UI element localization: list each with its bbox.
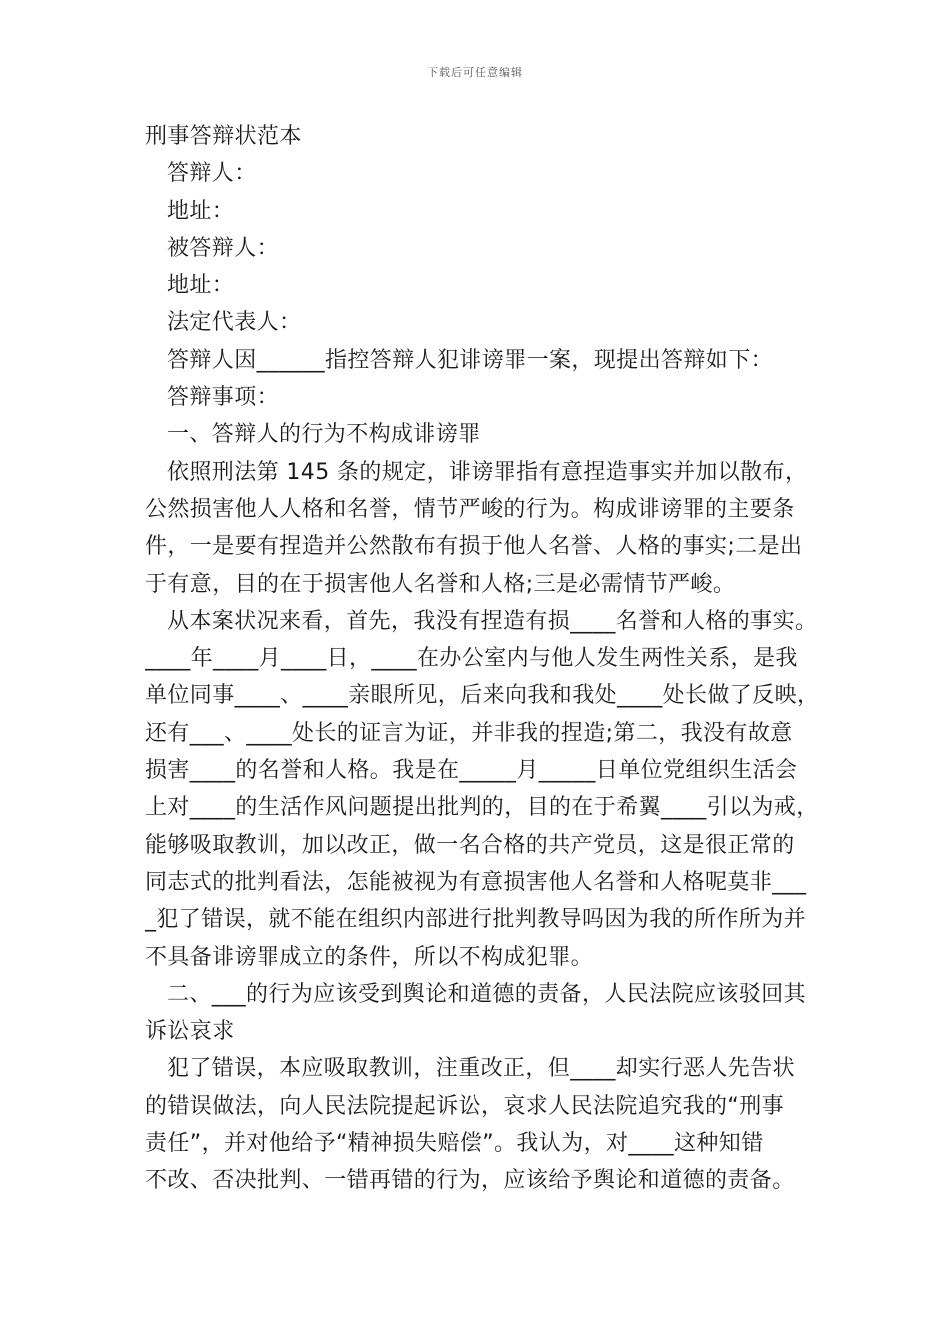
paragraph-line: ____年____月____日，____在办公室内与他人发生两性关系，是我: [145, 646, 798, 672]
section-two-heading: 二、___的行为应该受到舆论和道德的责备，人民法院应该驳回其: [167, 981, 807, 1007]
defense-items-heading: 答辩事项：: [167, 385, 280, 411]
paragraph-line: 损害____的名誉和人格。我是在_____月_____日单位党组织生活会: [145, 758, 798, 784]
paragraph-line: 同志式的批判看法，怎能被视为有意损害他人名誉和人格呢莫非___: [145, 869, 807, 895]
document-body: [145, 118, 827, 1200]
paragraph-line: 依照刑法第 145 条的规定，诽谤罪指有意捏造事实并加以散布，: [167, 459, 808, 485]
paragraph-line: 公然损害他人人格和名誉，情节严峻的行为。构成诽谤罪的主要条: [145, 496, 795, 522]
document-title: 刑事答辩状范本: [145, 124, 302, 149]
respondent-label: 答辩人：: [167, 161, 257, 187]
paragraph-line: _犯了错误，就不能在组织内部进行批判教导吗因为我的所作所为并: [145, 907, 807, 933]
paragraph-line: 还有___、____处长的证言为证，并非我的捏造;第二，我没有故意: [145, 720, 793, 746]
paragraph-line: 的错误做法，向人民法院提起诉讼，哀求人民法院追究我的“刑事: [145, 1093, 784, 1119]
paragraph-line: 上对____的生活作风问题提出批判的，目的在于希翼____引以为戒，: [145, 795, 819, 821]
paragraph-line: 于有意，目的在于损害他人名誉和人格;三是必需情节严峻。: [145, 571, 736, 597]
paragraph-line: 件，一是要有捏造并公然散布有损于他人名誉、人格的事实;二是出: [145, 534, 803, 560]
paragraph-line: 不改、否决批判、一错再错的行为，应该给予舆论和道德的责备。: [145, 1168, 795, 1194]
paragraph-line: 能够吸取教训，加以改正，做一名合格的共产党员，这是很正常的: [145, 832, 795, 858]
paragraph-line: 犯了错误，本应吸取教训，注重改正，但____却实行恶人先告状: [167, 1056, 796, 1082]
paragraph-line: 单位同事____、____亲眼所见，后来向我和我处____处长做了反映，: [145, 683, 820, 709]
case-intro: 答辩人因______指控答辩人犯诽谤罪一案，现提出答辩如下：: [167, 347, 774, 373]
paragraph-line: 从本案状况来看，首先，我没有捏造有损____名誉和人格的事实。: [167, 608, 818, 634]
paragraph-line: 不具备诽谤罪成立的条件，所以不构成犯罪。: [145, 944, 594, 970]
legal-representative-label: 法定代表人：: [167, 310, 302, 336]
section-one-heading: 一、答辩人的行为不构成诽谤罪: [167, 422, 481, 448]
plaintiff-address-label: 地址：: [167, 273, 235, 299]
header-note: 下载后可任意编辑: [427, 66, 523, 79]
section-two-heading-cont: 诉讼哀求: [145, 1019, 235, 1045]
plaintiff-label: 被答辩人：: [167, 235, 280, 261]
respondent-address-label: 地址：: [167, 198, 235, 224]
paragraph-line: 责任”，并对他给予“精神损失赔偿”。我认为，对____这种知错: [145, 1131, 764, 1157]
